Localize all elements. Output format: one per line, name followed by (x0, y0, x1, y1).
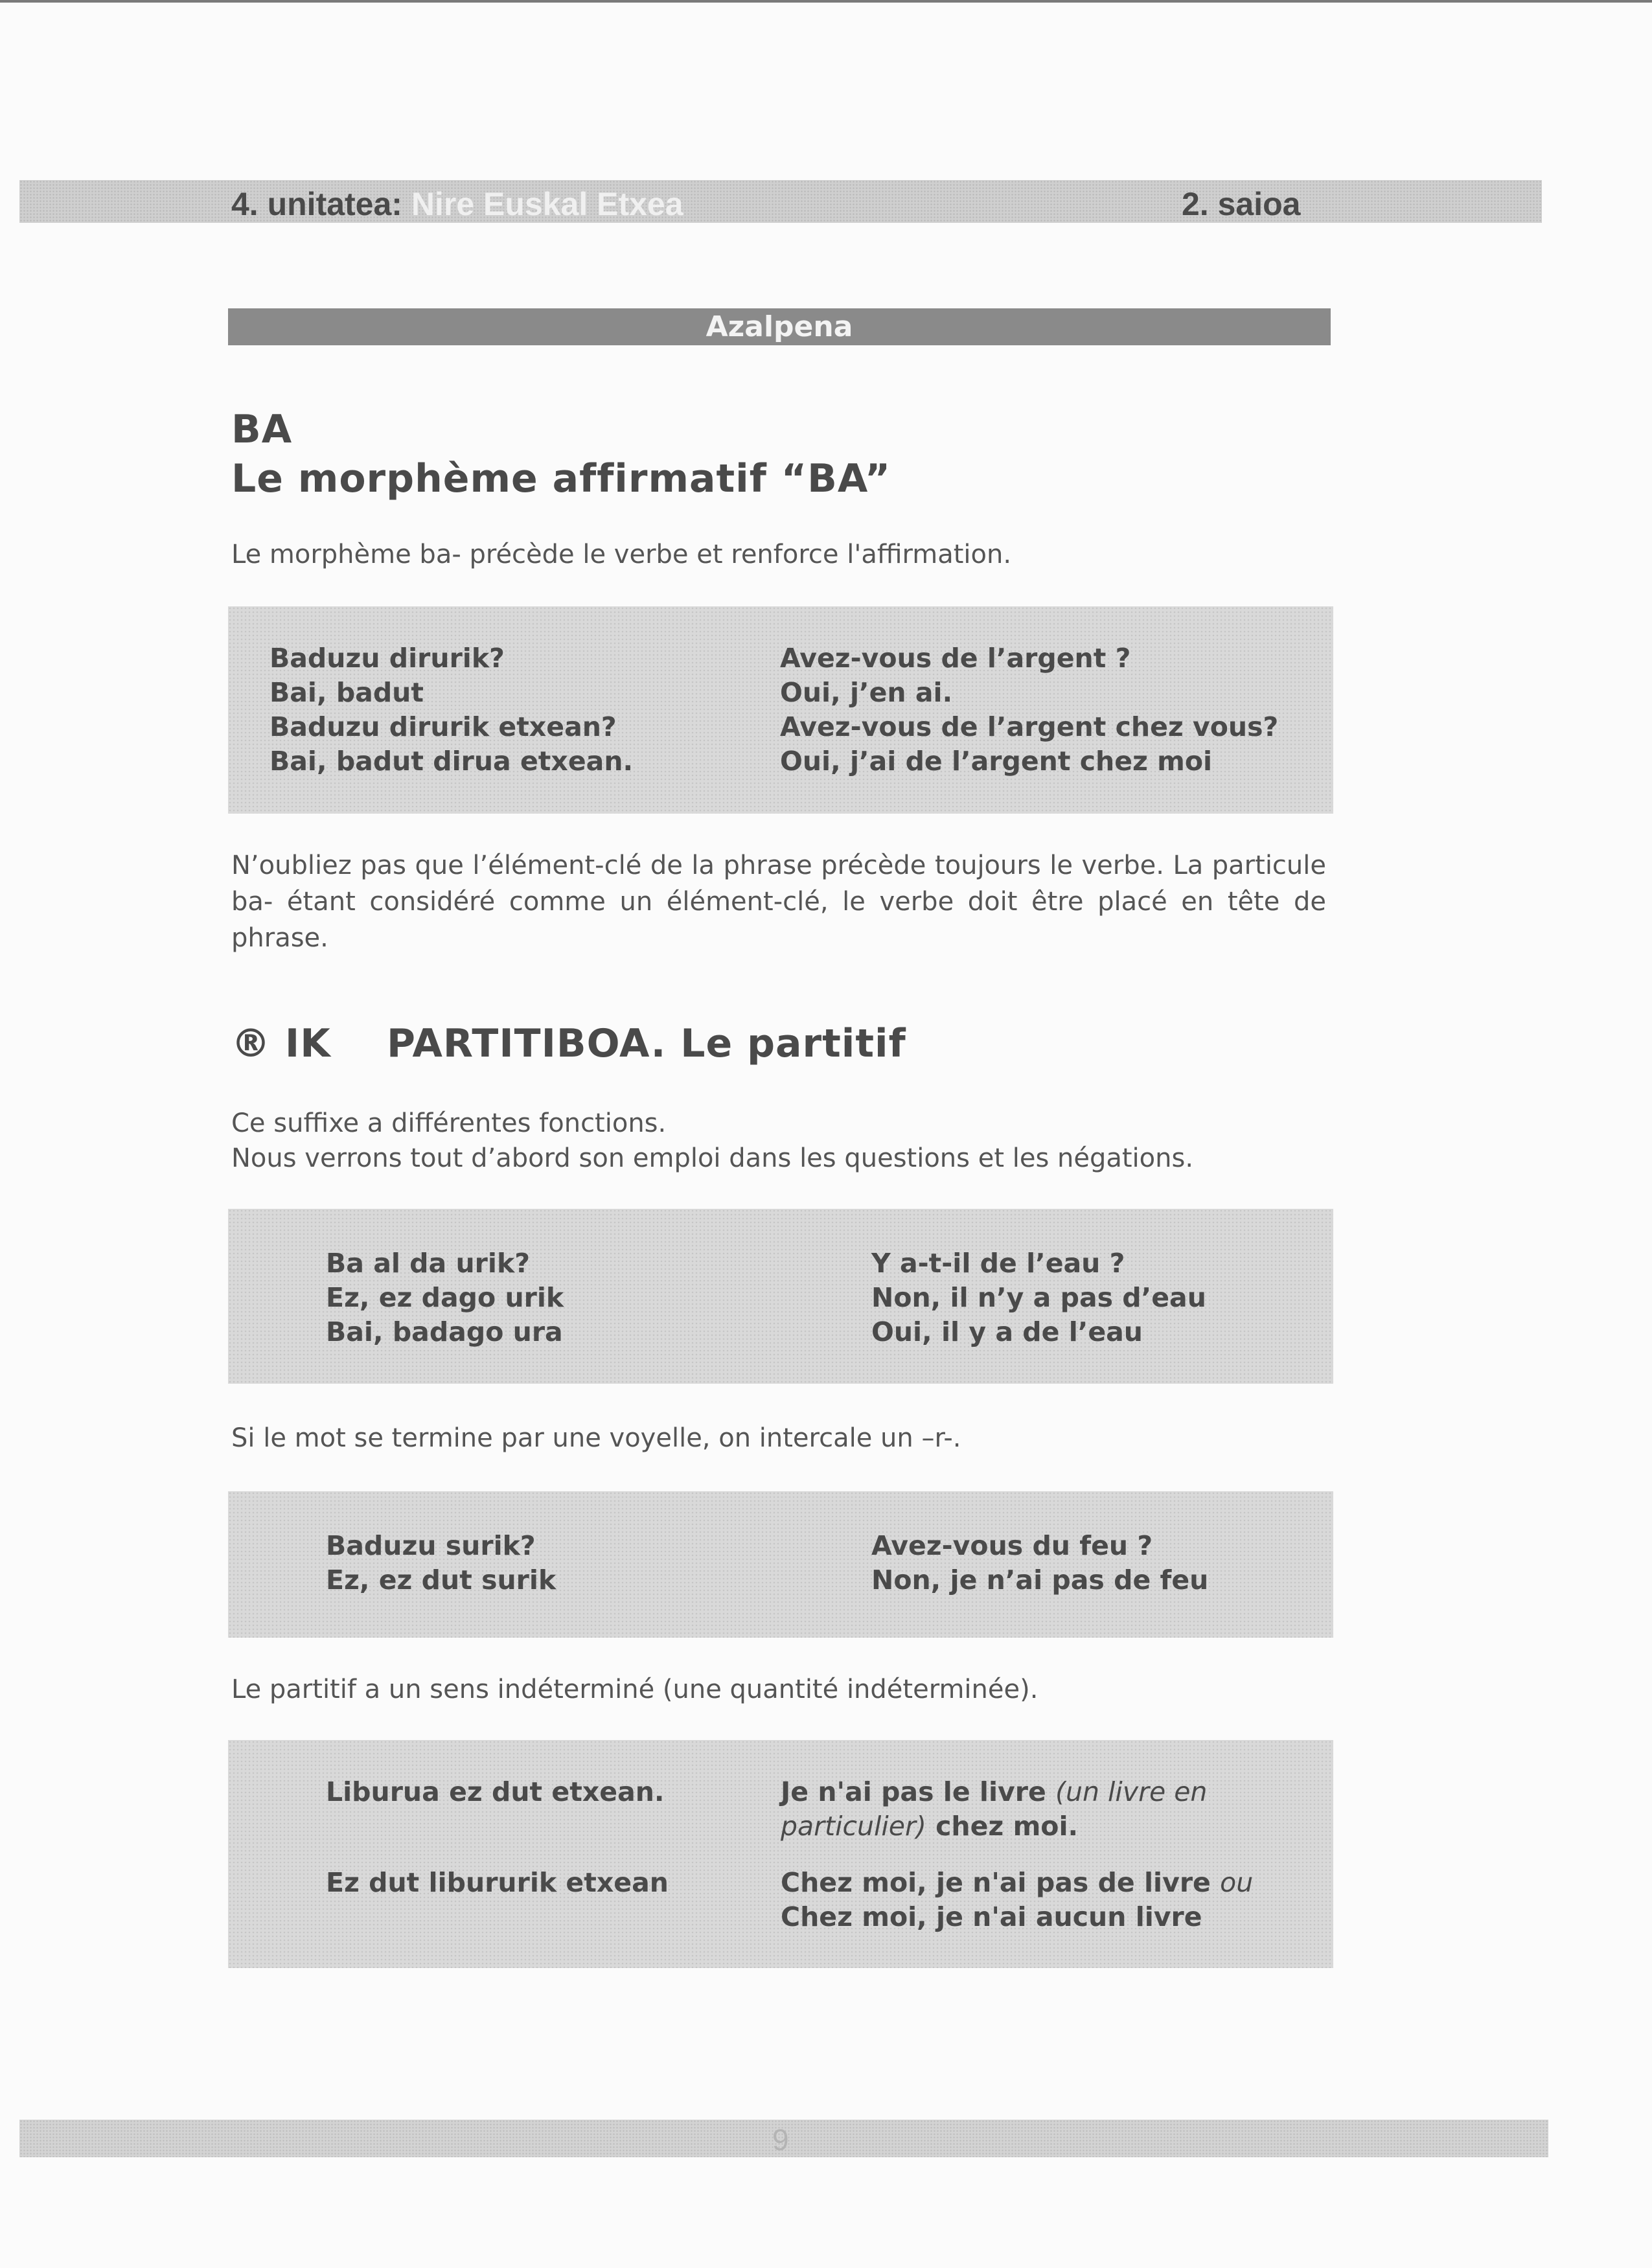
ik-examples-1-french (871, 1246, 1206, 1349)
ik-intro-1: Ce suffixe a différentes fonctions. (231, 1108, 667, 1138)
example-basque: Baduzu dirurik? (270, 643, 505, 674)
ba-note: N’oubliez pas que l’élément-clé de la phrase précède toujours le verbe. La particule ba- étant considéré comme un élément-clé, le verbe doit être placé en tête de phrase. (231, 851, 1326, 953)
ik-heading-rest: PARTITIBOA. Le partitif (387, 1021, 906, 1066)
indefinite-note: Le partitif a un sens indéterminé (une quantité indéterminée). (231, 1675, 1038, 1704)
example-french: Oui, j’ai de l’argent chez moi (780, 746, 1213, 777)
ik-heading-label: IK (284, 1021, 331, 1066)
example-french: Avez-vous de l’argent chez vous? (780, 711, 1279, 742)
example-french-line (781, 1809, 1207, 1844)
ba-examples-basque (270, 641, 633, 779)
ik-heading (231, 1021, 331, 1066)
example-french: Avez-vous de l’argent ? (780, 643, 1131, 674)
ik-examples-2-basque (326, 1529, 556, 1598)
session-label: 2. saioa (1182, 186, 1301, 222)
vowel-note: Si le mot se termine par une voyelle, on intercale un –r-. (231, 1423, 961, 1453)
ik-intro-2: Nous verrons tout d’abord son emploi dans les questions et les négations. (231, 1143, 1194, 1173)
french-italic: ou (1220, 1867, 1254, 1898)
example-french-line (781, 1775, 1207, 1809)
example-basque: Ez, ez dut surik (326, 1564, 556, 1596)
unit-prefix: 4. unitatea: (231, 186, 402, 222)
french-text: Je n'ai pas le livre (781, 1776, 1056, 1807)
unit-label (231, 185, 683, 223)
example-basque: Baduzu surik? (326, 1530, 536, 1561)
french-text: Chez moi, je n'ai pas de livre (781, 1867, 1221, 1898)
french-italic: (un livre en (1055, 1776, 1208, 1807)
example-basque: Bai, badago ura (326, 1316, 563, 1347)
french-text: chez moi. (926, 1811, 1079, 1842)
ba-subheading: Le morphème affirmatif “BA” (231, 456, 891, 501)
example-french: Oui, il y a de l’eau (871, 1316, 1143, 1347)
example-basque: Ba al da urik? (326, 1248, 530, 1279)
example-french: Oui, j’en ai. (780, 677, 953, 708)
ba-intro: Le morphème ba- précède le verbe et renforce l'affirmation. (231, 540, 1012, 569)
ba-examples-french (780, 641, 1278, 779)
example-french-line (781, 1866, 1253, 1900)
example-french: Non, je n’ai pas de feu (871, 1564, 1209, 1596)
example-french-row1 (781, 1775, 1207, 1844)
ba-heading: BA (231, 407, 293, 452)
example-basque: Ez dut libururik etxean (326, 1867, 669, 1898)
french-italic: particulier) (781, 1811, 926, 1842)
example-french: Y a-t-il de l’eau ? (871, 1248, 1125, 1279)
example-basque: Bai, badut dirua etxean. (270, 746, 634, 777)
example-basque: Liburua ez dut etxean. (326, 1776, 665, 1807)
top-edge-line (0, 0, 1652, 3)
example-french-line: Chez moi, je n'ai aucun livre (781, 1901, 1202, 1932)
example-french: Avez-vous du feu ? (871, 1530, 1153, 1561)
example-basque: Bai, badut (270, 677, 424, 708)
example-french: Non, il n’y a pas d’eau (871, 1282, 1206, 1313)
page-number: 9 (772, 2123, 789, 2157)
section-title-bar: Azalpena (228, 308, 1331, 345)
example-basque: Ez, ez dago urik (326, 1282, 564, 1313)
registered-icon: ® (231, 1021, 271, 1066)
unit-title: Nire Euskal Etxea (411, 186, 683, 222)
example-french-row2 (781, 1866, 1253, 1934)
ik-examples-1-basque (326, 1246, 564, 1349)
example-basque: Baduzu dirurik etxean? (270, 711, 617, 742)
ik-examples-2-french (871, 1529, 1208, 1598)
